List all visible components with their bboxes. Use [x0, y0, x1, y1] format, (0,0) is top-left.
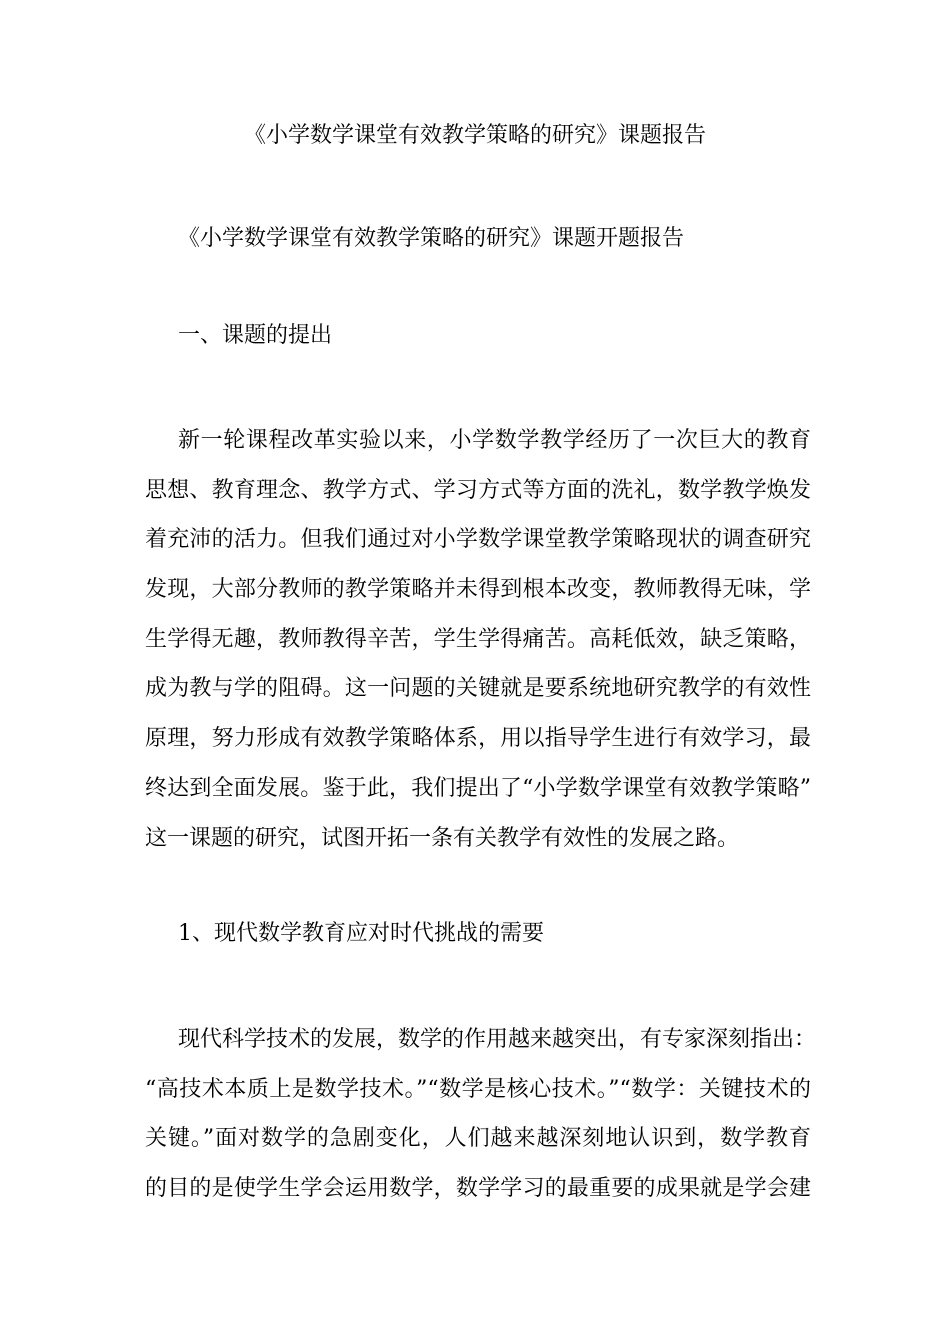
- section-2-paragraph: [145, 1015, 817, 1214]
- paragraph-line: 关键。”面对数学的急剧变化，人们越来越深刻地认识到，数学教育: [145, 1126, 811, 1152]
- section-1-paragraph: [145, 416, 811, 863]
- paragraph-line: 着充沛的活力。但我们通过对小学数学课堂教学策略现状的调查研究: [145, 527, 811, 553]
- paragraph-line: 原理，努力形成有效教学策略体系，用以指导学生进行有效学习，最: [145, 726, 811, 752]
- paragraph-line: 终达到全面发展。鉴于此，我们提出了“小学数学课堂有效教学策略”: [145, 775, 811, 801]
- paragraph-line: 思想、教育理念、教学方式、学习方式等方面的洗礼，数学教学焕发: [145, 477, 811, 503]
- paragraph-line: 新一轮课程改革实验以来，小学数学教学经历了一次巨大的教育: [178, 428, 811, 453]
- section-heading-1: 一、课题的提出: [178, 323, 333, 348]
- paragraph-line: 生学得无趣，教师教得辛苦，学生学得痛苦。高耗低效，缺乏策略，: [145, 626, 811, 652]
- document-title: 《小学数学课堂有效教学策略的研究》课题报告: [243, 123, 706, 148]
- paragraph-line: 的目的是使学生学会运用数学，数学学习的最重要的成果就是学会建: [145, 1176, 811, 1202]
- paragraph-line: 现代科学技术的发展，数学的作用越来越突出，有专家深刻指出：: [178, 1027, 817, 1052]
- paragraph-line: 发现，大部分教师的教学策略并未得到根本改变，教师教得无味，学: [145, 577, 811, 603]
- paragraph-line: 这一课题的研究，试图开拓一条有关教学有效性的发展之路。: [145, 825, 740, 851]
- paragraph-line: 成为教与学的阻碍。这一问题的关键就是要系统地研究教学的有效性: [145, 676, 811, 702]
- document-subtitle: 《小学数学课堂有效教学策略的研究》课题开题报告: [178, 226, 685, 251]
- paragraph-line: “高技术本质上是数学技术。”“数学是核心技术。”“数学：关键技术的: [145, 1076, 811, 1102]
- section-heading-2: 1、现代数学教育应对时代挑战的需要: [178, 921, 544, 946]
